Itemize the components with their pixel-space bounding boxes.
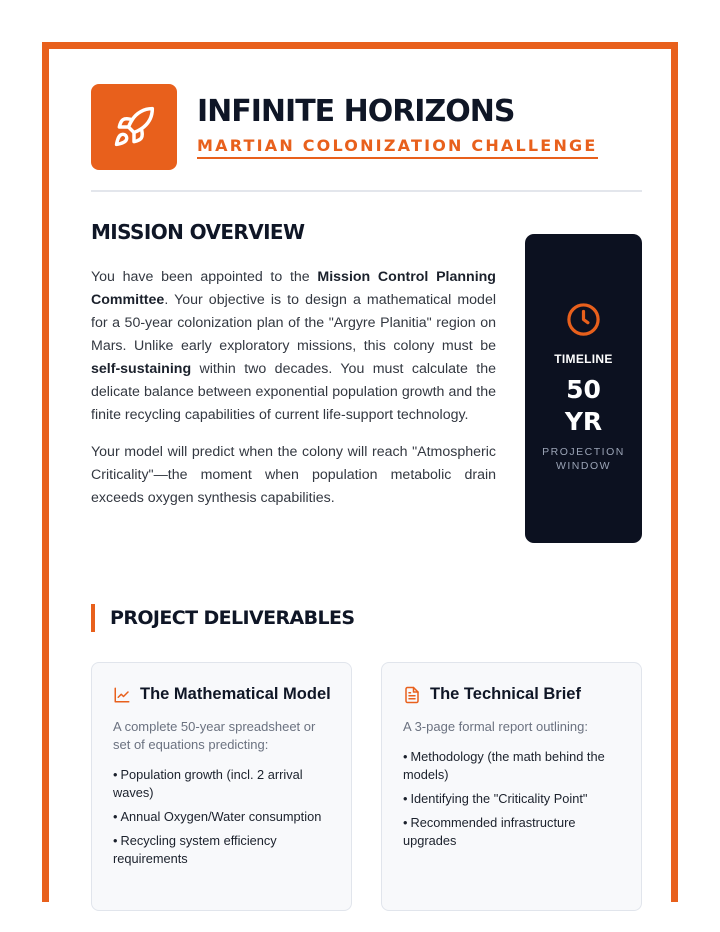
list-item: [113, 808, 331, 826]
line-chart-icon: [113, 686, 131, 704]
card-title: The Mathematical Model: [140, 685, 331, 703]
list-item: [403, 748, 621, 784]
header-divider: [91, 190, 642, 192]
bullet-icon: •: [113, 809, 118, 824]
card-description: A 3-page formal report outlining:: [403, 719, 588, 734]
list-item-text: Population growth (incl. 2 arrival waves): [113, 767, 303, 800]
overview-heading: MISSION OVERVIEW: [91, 220, 305, 244]
logo-badge: [91, 84, 177, 170]
bullet-icon: •: [113, 833, 118, 848]
bullet-icon: •: [403, 815, 408, 830]
list-item-text: Methodology (the math behind the models): [403, 749, 605, 782]
timeline-value: 50 YR: [564, 375, 603, 436]
bullet-icon: •: [403, 791, 408, 806]
deliverables-heading: PROJECT DELIVERABLES: [91, 604, 354, 632]
deliverable-card-brief: [381, 662, 642, 911]
timeline-card: [525, 234, 642, 543]
timeline-caption: PROJECTION WINDOW: [542, 446, 625, 472]
header: [91, 84, 642, 190]
mission-overview-section: [91, 220, 642, 540]
page-frame: [42, 42, 678, 902]
overview-text-run: within two decades. You must calculate the delicate balance between exponential population growth and the finite recycling capabilities of current life-support technology.: [91, 361, 496, 423]
list-item-text: Recommended infrastructure upgrades: [403, 815, 576, 848]
card-description: A complete 50-year spreadsheet or set of equations predicting:: [113, 719, 316, 752]
self-sustaining-emphasis: self-sustaining: [91, 361, 192, 377]
page-subtitle: MARTIAN COLONIZATION CHALLENGE: [197, 136, 598, 159]
card-title-row: [113, 685, 331, 704]
list-item: [403, 814, 621, 850]
rocket-icon: [112, 105, 156, 149]
overview-text: [91, 220, 496, 524]
list-item: [113, 766, 331, 802]
overview-text-run: You have been appointed to the: [91, 269, 318, 285]
overview-paragraph-1: [91, 266, 496, 427]
bullet-icon: •: [113, 767, 118, 782]
card-list: [113, 766, 331, 868]
list-item-text: Identifying the "Criticality Point": [410, 791, 588, 806]
list-item-text: Recycling system efficiency requirements: [113, 833, 277, 866]
committee-name: Mission Control Planning Committee: [91, 269, 496, 308]
card-list: [403, 748, 621, 850]
overview-paragraph-2: Your model will predict when the colony will reach "Atmospheric Criticality"—the moment when population metabolic drain exceeds oxygen synthesis capabilities.: [91, 444, 496, 506]
card-title: The Technical Brief: [430, 685, 581, 703]
list-item: [113, 832, 331, 868]
deliverable-card-model: [91, 662, 352, 911]
overview-text-run: . Your objective is to design a mathematical model for a 50-year colonization plan of the "Argyre Planitia" region on Mars. Unlike early exploratory missions, this colony must be: [91, 292, 496, 354]
timeline-label: TIMELINE: [554, 352, 613, 366]
list-item: [403, 790, 621, 808]
page-content: [91, 84, 642, 866]
document-icon: [403, 686, 421, 704]
list-item-text: Annual Oxygen/Water consumption: [120, 809, 322, 824]
card-title-row: [403, 685, 621, 704]
clock-icon: [566, 302, 601, 337]
bullet-icon: •: [403, 749, 408, 764]
page-title: INFINITE HORIZONS: [197, 94, 515, 129]
